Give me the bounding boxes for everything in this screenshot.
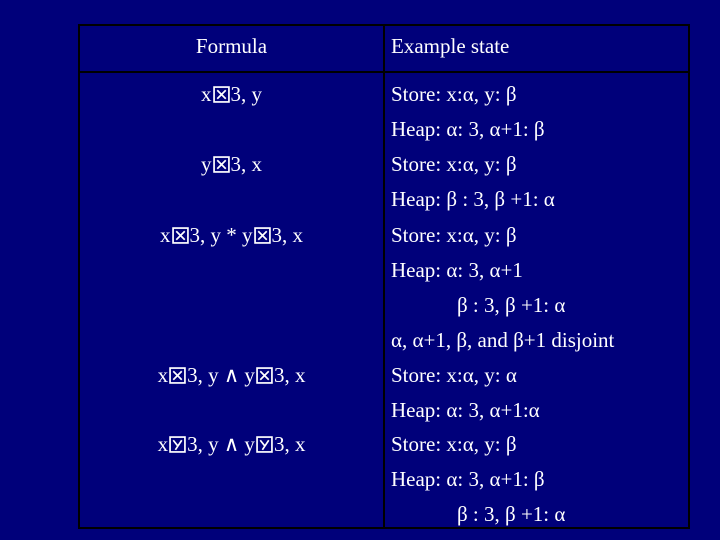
example-line: Store: x:α, y: α (391, 363, 517, 387)
header-example-state: Example state (391, 34, 510, 58)
formula-text: 3, y (230, 82, 262, 106)
header-formula: Formula (195, 34, 268, 58)
example-line: Store: x:α, y: β (391, 432, 517, 456)
column-divider (383, 26, 385, 527)
header-divider (80, 71, 688, 73)
example-line: Heap: α: 3, α+1: β (391, 117, 545, 141)
example-line: Store: x:α, y: β (391, 82, 517, 106)
formula-text: x (157, 432, 169, 456)
formula-text: 3, x (230, 152, 262, 176)
formula-text: x (160, 223, 171, 247)
example-line: Heap: β : 3, β +1: α (391, 187, 555, 211)
example-line: β : 3, β +1: α (457, 502, 566, 526)
boxed-x-icon (172, 227, 189, 244)
example-line: β : 3, β +1: α (457, 293, 566, 317)
example-line: Heap: α: 3, α+1: β (391, 467, 545, 491)
formula-cell (80, 358, 383, 393)
formula-text: 3, y * y (189, 223, 253, 247)
formula-text: 3, x (273, 363, 306, 387)
formula-text: 3, y ∧ y (187, 363, 255, 387)
example-line: Store: x:α, y: β (391, 152, 517, 176)
formula-text: x (157, 363, 169, 387)
boxed-x-icon (169, 367, 186, 384)
formula-table (78, 24, 690, 529)
boxed-y-icon (256, 436, 273, 453)
formula-text: 3, x (271, 223, 303, 247)
example-cell (391, 147, 555, 217)
formula-cell (80, 147, 383, 182)
example-cell (391, 358, 540, 428)
boxed-x-icon (213, 86, 230, 103)
formula-text: 3, x (273, 432, 306, 456)
example-line: Store: x:α, y: β (391, 223, 517, 247)
formula-cell (80, 218, 383, 253)
formula-text: y (201, 152, 212, 176)
boxed-x-icon (256, 367, 273, 384)
example-line: Heap: α: 3, α+1 (391, 258, 523, 282)
example-line: α, α+1, β, and β+1 disjoint (391, 328, 615, 352)
boxed-x-icon (213, 156, 230, 173)
example-cell (391, 77, 545, 147)
formula-cell (80, 427, 383, 462)
formula-text: 3, y ∧ y (187, 432, 255, 456)
example-cell (391, 427, 565, 532)
boxed-y-icon (169, 436, 186, 453)
example-line: Heap: α: 3, α+1:α (391, 398, 540, 422)
formula-cell (80, 77, 383, 112)
formula-text: x (201, 82, 212, 106)
boxed-x-icon (254, 227, 271, 244)
example-cell (391, 218, 614, 358)
